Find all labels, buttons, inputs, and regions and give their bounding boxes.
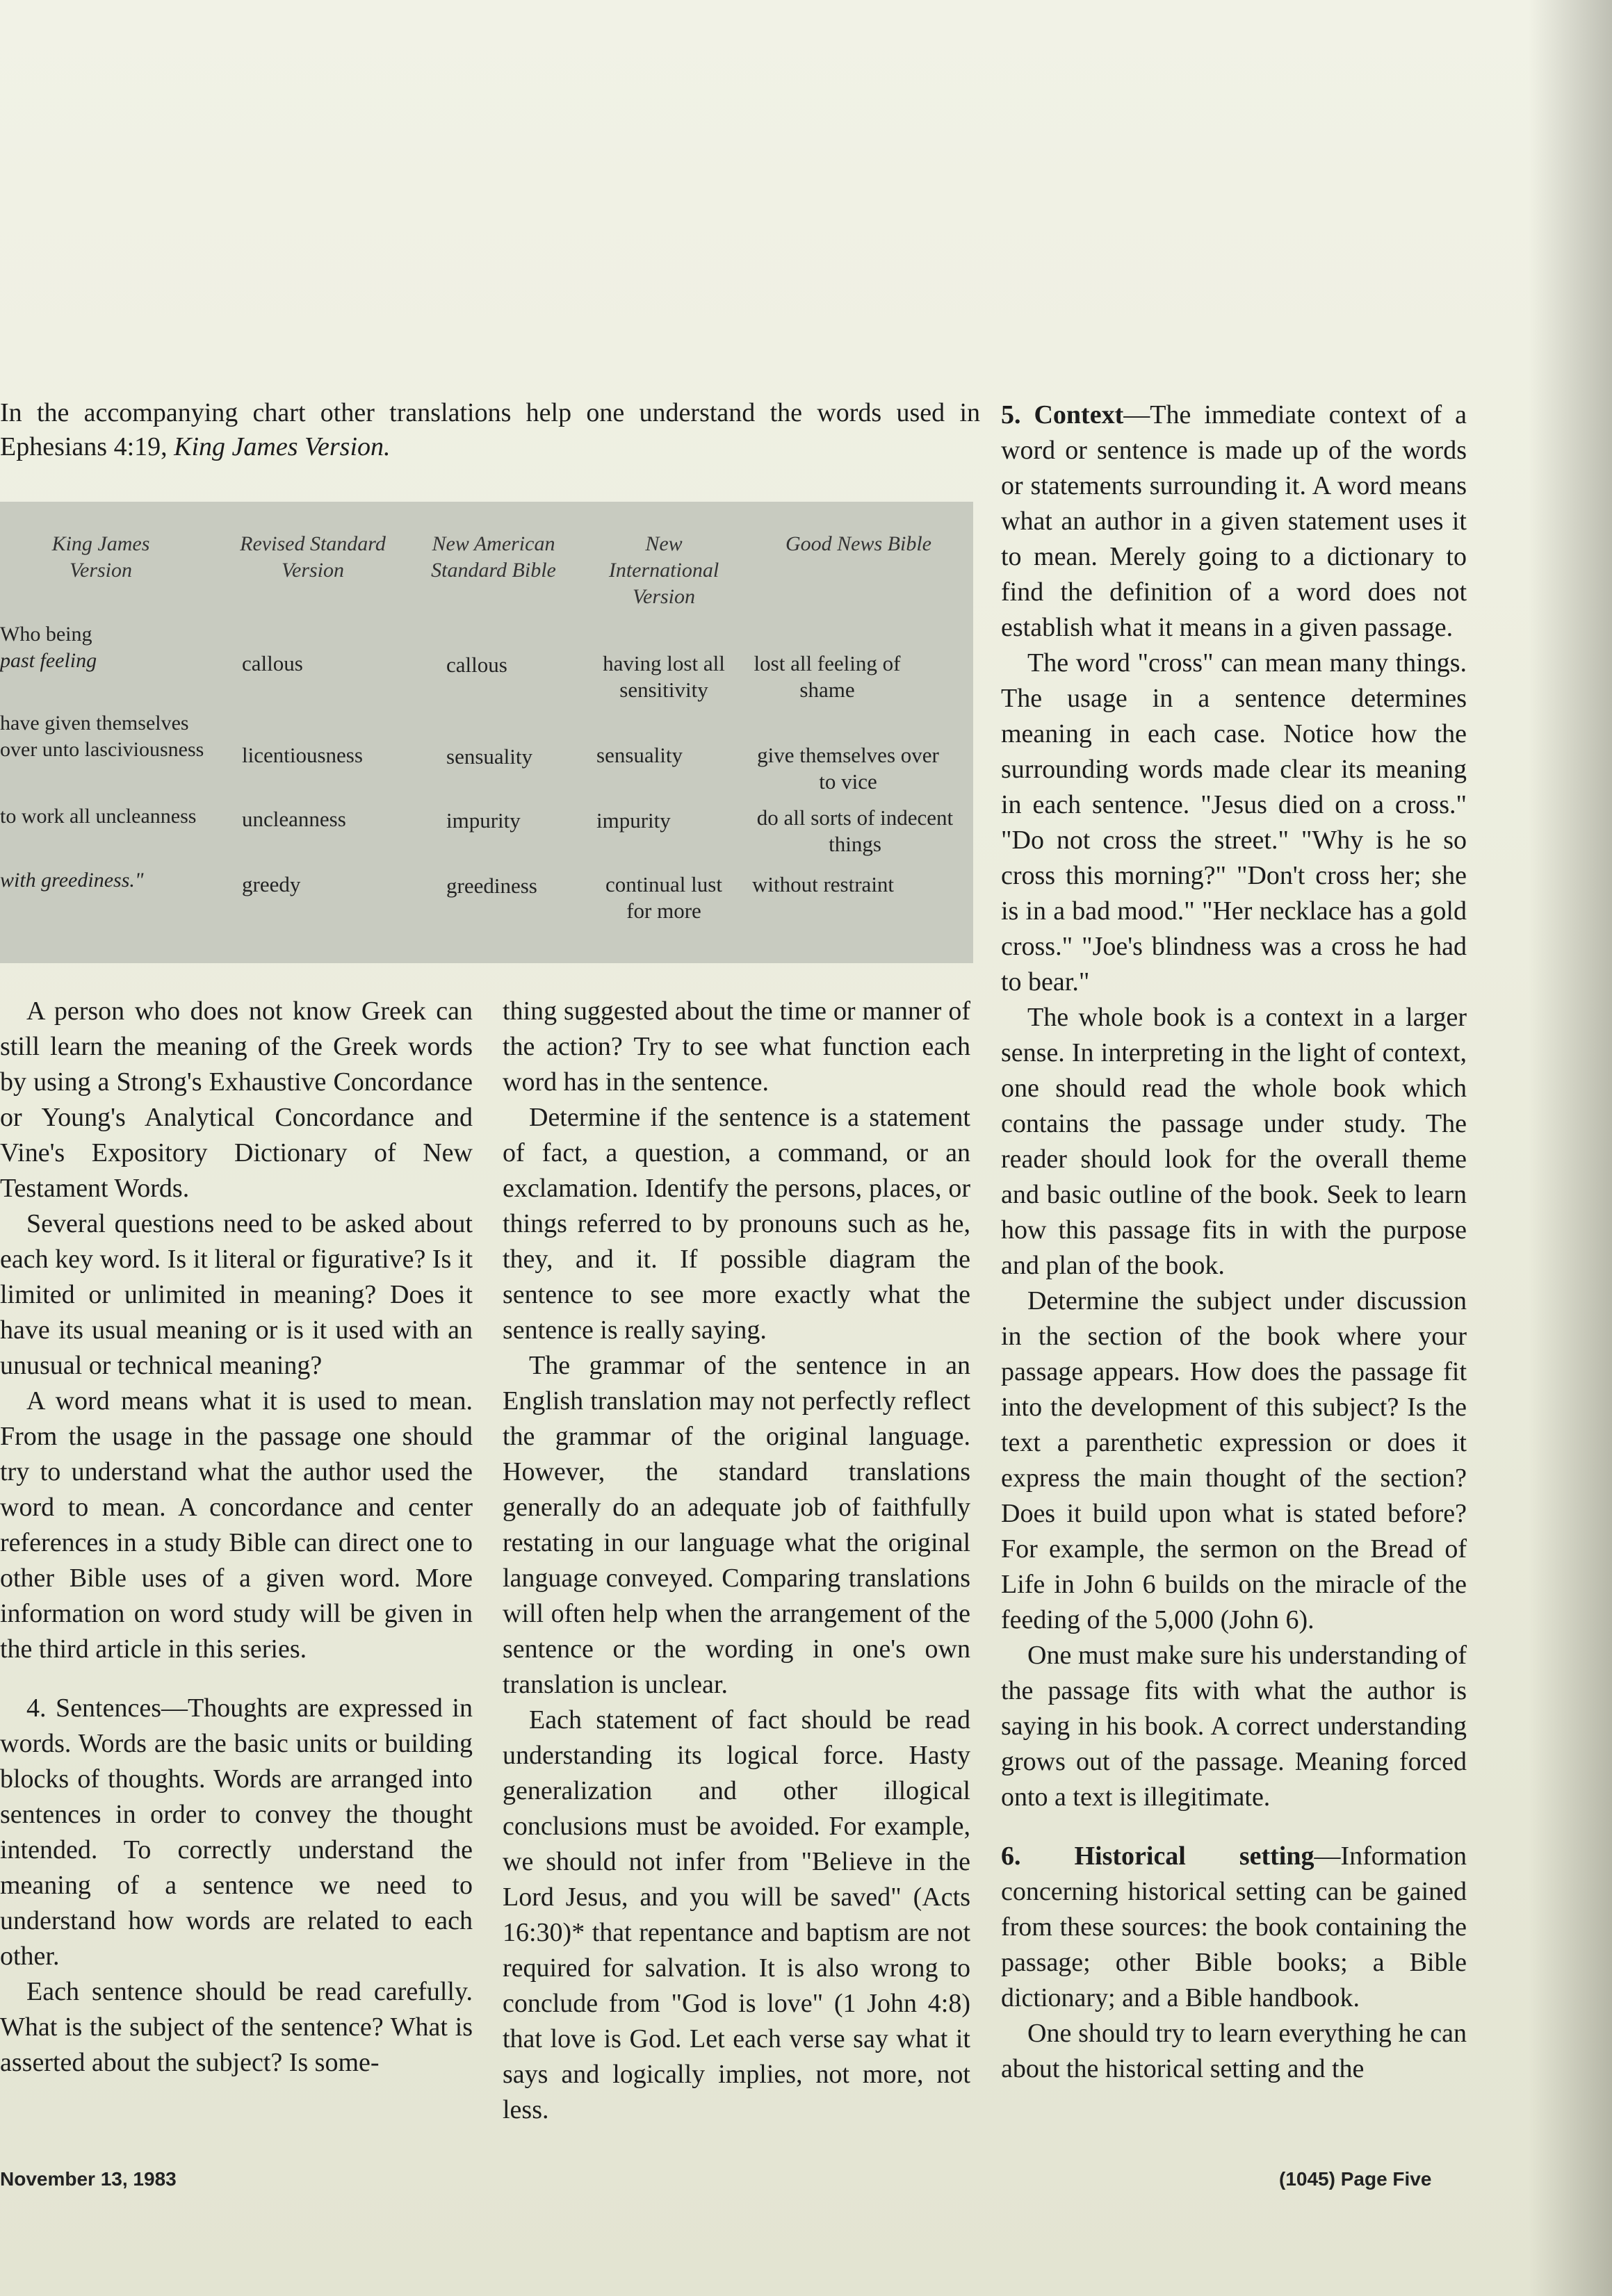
- chart-kjv-cell: have given themselves: [0, 712, 189, 735]
- chart-niv-cell: impurity: [596, 808, 671, 833]
- chart-nasb-cell: impurity: [446, 808, 521, 833]
- footer-date: November 13, 1983: [0, 2168, 177, 2190]
- column-1: [0, 994, 473, 2081]
- chart-nasb-cell: sensuality: [446, 744, 532, 769]
- chart-header-rsv: Revised Standard Version: [240, 532, 386, 582]
- chart-intro: [0, 396, 980, 464]
- chart-gnb-cell: give themselves over to vice: [757, 743, 939, 794]
- chart-header-kjv: King James Version: [51, 532, 150, 582]
- chart-gnb-cell: lost all feeling of shame: [754, 651, 901, 702]
- chart-header-nasb: New American Standard Bible: [431, 532, 556, 582]
- translation-chart: [0, 502, 973, 963]
- chart-intro-text: In the accompanying chart other translations help one understand the words used in Ephesians 4:19,: [0, 398, 980, 461]
- chart-kjv-cell: over unto lasciviousness: [0, 738, 204, 761]
- chart-gnb-cell: do all sorts of indecent things: [756, 805, 954, 856]
- chart-header-niv: New International Version: [608, 532, 719, 608]
- paragraph: The whole book is a context in a larger sense. In interpreting in the light of context, one should read the whole book which contains the passage under study. The reader should look for the overall theme and basic outline of the book. Seek to learn how this passage fits in with the purpose and plan of the book.: [1001, 1003, 1467, 1280]
- paragraph: thing suggested about the time or manner of the action? Try to see what function each word has in the sentence.: [503, 997, 970, 1097]
- paragraph-text: —Information concerning historical setting can be gained from these sources: the book containing the passage; other Bible books; a Bible dictionary; and a Bible handbook.: [1001, 1842, 1467, 2012]
- paragraph: Determine the subject under discussion in the section of the book where your passage appears. How does the passage fit into the development of this subject? Is the text a parenthetic expression or does it express the main thought of the section? Does it build upon what is stated before? For example, the sermon on the Bread of Life in John 6 builds on the miracle of the feeding of the 5,000 (John 6).: [1001, 1286, 1467, 1634]
- page-edge-shadow: [1529, 0, 1612, 2296]
- section-heading-historical: 6. Historical setting: [1001, 1842, 1314, 1871]
- paragraph: One should try to learn everything he can about the historical setting and the: [1001, 2019, 1467, 2083]
- chart-kjv-cell: Who being: [0, 623, 92, 646]
- paragraph: The word "cross" can mean many things. The usage in a sentence determines meaning in each case. Notice how the surrounding words made clear its meaning in each sentence. "Jesus died on a cross." "Do not cross the street." "Why is he so cross this morning?" "Don't cross her; she is in a bad mood." "Her necklace has a gold cross." "Joe's blindness was a cross he had to bear.": [1001, 648, 1467, 997]
- column-3: [1001, 397, 1467, 2087]
- chart-kjv-cell: to work all uncleanness: [0, 805, 197, 828]
- footer-page-number: (1045) Page Five: [1279, 2168, 1432, 2190]
- chart-intro-version: King James Version.: [174, 432, 391, 461]
- paragraph: [1001, 1839, 1467, 2016]
- chart-nasb-cell: greediness: [446, 874, 537, 898]
- paragraph: Determine if the sentence is a statement of fact, a question, a command, or an exclamation. Identify the persons, places, or things referred to by pronouns such as he, they, and it. If possible diagram the sentence to see more exactly what the sentence is really saying.: [503, 1103, 970, 1345]
- paragraph: Each sentence should be read carefully. What is the subject of the sentence? What is asserted about the subject? Is some-: [0, 1977, 473, 2077]
- chart-gnb-cell: without restraint: [752, 872, 895, 896]
- paragraph: The grammar of the sentence in an English translation may not perfectly reflect the grammar of the original language. However, the standard translations generally do an adequate job of faithfully restating in our language what the original language conveyed. Comparing translations will often help when the arrangement of the sentence or the wording in one's own translation is unclear.: [503, 1351, 970, 1699]
- paragraph: One must make sure his understanding of the passage fits with what the author is saying in his book. A correct understanding grows out of the passage. Meaning forced onto a text is illegitimate.: [1001, 1641, 1467, 1812]
- paragraph: 4. Sentences—Thoughts are expressed in words. Words are the basic units or building blocks of thoughts. Words are arranged into sentences in order to convey the thought intended. To correctly understand the meaning of a sentence we need to understand how words are related to each other.: [0, 1694, 473, 1971]
- column-2: [503, 994, 970, 2128]
- paragraph: A person who does not know Greek can still learn the meaning of the Greek words by using a Strong's Exhaustive Concordance or Young's Analytical Concordance and Vine's Expository Dictionary of New Testament Words.: [0, 997, 473, 1203]
- chart-rsv-cell: uncleanness: [242, 807, 346, 831]
- chart-niv-cell: having lost all sensitivity: [603, 651, 725, 702]
- section-heading-context: 5. Context: [1001, 400, 1124, 429]
- chart-kjv-cell: with greediness.": [0, 869, 144, 892]
- chart-niv-cell: continual lust for more: [605, 872, 722, 923]
- paragraph: Each statement of fact should be read understanding its logical force. Hasty generalization and other illogical conclusions must be avoided. For example, we should not infer from "Believe in the Lord Jesus, and you will be saved" (Acts 16:30)* that repentance and baptism are not required for salvation. It is also wrong to conclude from "God is love" (1 John 4:8) that love is God. Let each verse say what it says and logically implies, not more, not less.: [503, 1705, 970, 2124]
- chart-header-gnb: Good News Bible: [785, 532, 931, 555]
- chart-rsv-cell: greedy: [242, 872, 301, 896]
- chart-niv-cell: sensuality: [596, 743, 683, 767]
- chart-rsv-cell: callous: [242, 651, 303, 675]
- paragraph: [1001, 397, 1467, 646]
- paragraph: Several questions need to be asked about each key word. Is it literal or figurative? Is it limited or unlimited in meaning? Does it have its usual meaning or is it used with an unusual or technical meaning?: [0, 1209, 473, 1380]
- paragraph-text: —The immediate context of a word or sentence is made up of the words or statements surrounding it. A word means what an author in a given statement uses it to mean. Merely going to a dictionary to find the definition of a word does not establish what it means in a given passage.: [1001, 400, 1467, 642]
- chart-nasb-cell: callous: [446, 653, 507, 677]
- chart-kjv-cell: past feeling: [0, 649, 97, 672]
- paragraph: A word means what it is used to mean. From the usage in the passage one should try to understand what the author used the word to mean. A concordance and center references in a study Bible can direct one to other Bible uses of a given word. More information on word study will be given in the third article in this series.: [0, 1386, 473, 1664]
- chart-rsv-cell: licentiousness: [242, 743, 363, 767]
